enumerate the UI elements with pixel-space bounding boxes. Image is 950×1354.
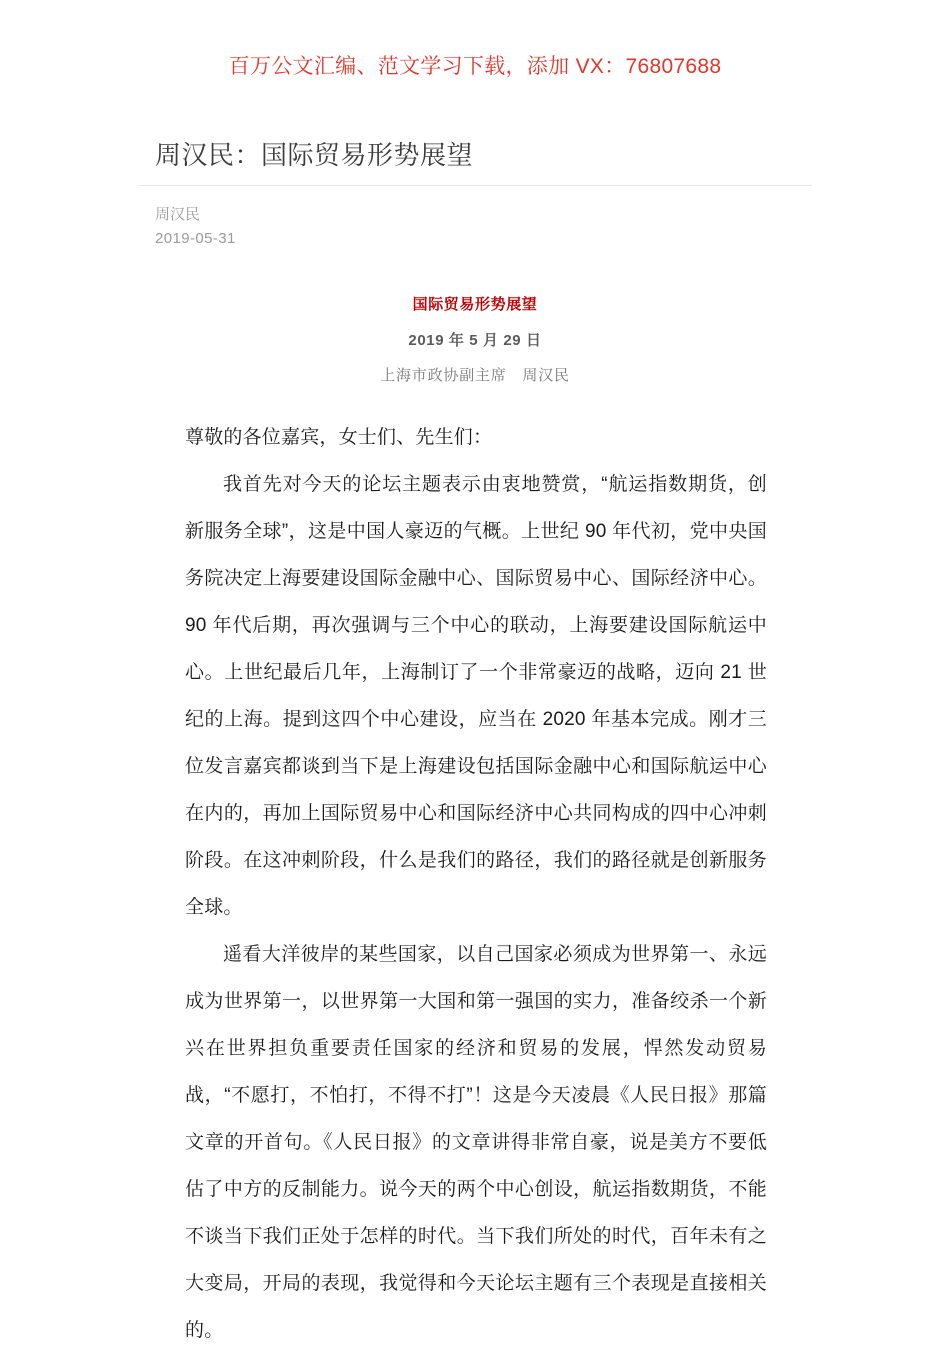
article-meta	[155, 203, 236, 251]
body-salutation: 尊敬的各位嘉宾，女士们、先生们：	[185, 427, 493, 448]
page-title: 周汉民：国际贸易形势展望	[155, 140, 474, 170]
document-body	[185, 414, 767, 1354]
document-heading-date: 2019 年 5 月 29 日	[408, 332, 542, 349]
article-author: 周汉民	[155, 206, 201, 223]
title-divider	[138, 185, 812, 186]
document-heading-block	[185, 292, 765, 389]
article-date: 2019-05-31	[155, 230, 236, 247]
body-paragraph: 遥看大洋彼岸的某些国家，以自己国家必须成为世界第一、永远成为世界第一，以世界第一大国和第一强国的实力，准备绞杀一个新兴在世界担负重要责任国家的经济和贸易的发展，悍然发动贸易战，“不愿打，不怕打，不得不打”！这是今天凌晨《人民日报》那篇文章的开首句。《人民日报》的文章讲得非常自豪，说是美方不要低估了中方的反制能力。说今天的两个中心创设，航运指数期货，不能不谈当下我们正处于怎样的时代。当下我们所处的时代，百年未有之大变局，开局的表现，我觉得和今天论坛主题有三个表现是直接相关的。	[185, 944, 767, 1341]
promo-banner-text: 百万公文汇编、范文学习下载，添加 VX：76807688	[228, 55, 722, 78]
document-heading-byline: 上海市政协副主席 周汉民	[380, 367, 570, 384]
body-paragraph: 我首先对今天的论坛主题表示由衷地赞赏，“航运指数期货，创新服务全球”，这是中国人豪迈的气概。上世纪 90 年代初，党中央国务院决定上海要建设国际金融中心、国际贸易中心、国际经济中心。90 年代后期，再次强调与三个中心的联动，上海要建设国际航运中心。上世纪最后几年，上海制订了一个非常豪迈的战略，迈向 21 世纪的上海。提到这四个中心建设，应当在 2020 年基本完成。刚才三位发言嘉宾都谈到当下是上海建设包括国际金融中心和国际航运中心在内的，再加上国际贸易中心和国际经济中心共同构成的四中心冲刺阶段。在这冲刺阶段，什么是我们的路径，我们的路径就是创新服务全球。	[185, 474, 767, 918]
document-heading-title: 国际贸易形势展望	[412, 296, 538, 313]
